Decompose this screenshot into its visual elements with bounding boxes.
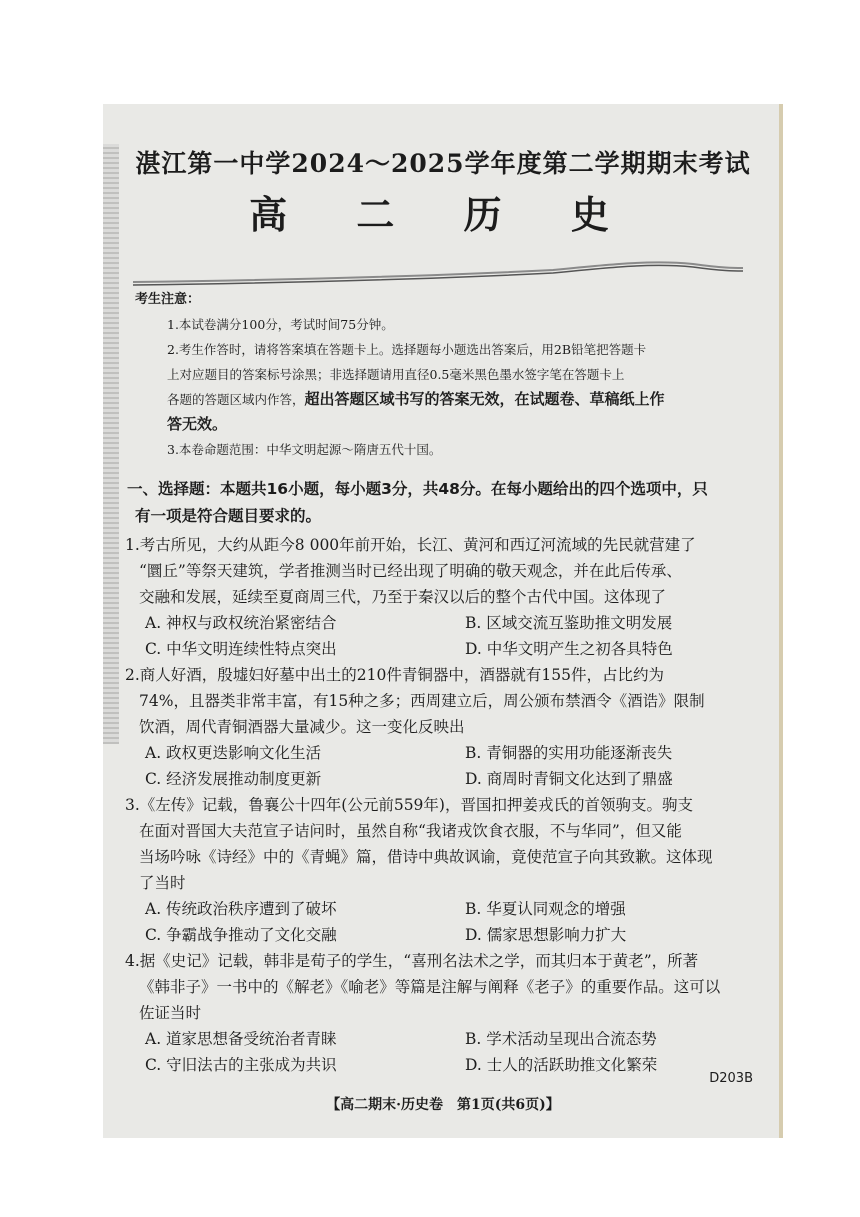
option-c: C. 经济发展推动制度更新 bbox=[145, 770, 322, 788]
question-1 bbox=[125, 532, 765, 662]
question-stem-line: 《韩非子》一书中的《解老》《喻老》等篇是注解与阐释《老子》的重要作品。这可以 bbox=[139, 978, 721, 996]
question-stem-line: 4.据《史记》记载，韩非是荀子的学生，“喜刑名法术之学，而其归本于黄老”，所著 bbox=[125, 952, 699, 970]
question-stem-line: 3.《左传》记载，鲁襄公十四年(公元前559年)，晋国扣押姜戎氏的首领驹支。驹支 bbox=[125, 796, 693, 814]
section-heading-line2: 有一项是符合题目要求的。 bbox=[135, 507, 322, 525]
option-b: B. 华夏认同观念的增强 bbox=[465, 900, 626, 918]
question-2 bbox=[125, 662, 765, 792]
option-a: A. 神权与政权统治紧密结合 bbox=[145, 614, 337, 632]
question-stem-line: 了当时 bbox=[139, 874, 186, 892]
question-stem-line: 交融和发展，延续至夏商周三代，乃至于秦汉以后的整个古代中国。这体现了 bbox=[139, 588, 667, 606]
notice-item-2-line2: 上对应题目的答案标号涂黑；非选择题请用直径0.5毫米黑色墨水签字笔在答题卡上 bbox=[167, 367, 625, 382]
option-d: D. 儒家思想影响力扩大 bbox=[465, 926, 627, 944]
option-a: A. 政权更迭影响文化生活 bbox=[145, 744, 322, 762]
option-b: B. 青铜器的实用功能逐渐丧失 bbox=[465, 744, 673, 762]
question-stem-line: 1.考古所见，大约从距今8 000年前开始，长江、黄河和西辽河流域的先民就营建了 bbox=[125, 536, 696, 554]
notice-item-2: 2.考生作答时，请将答案填在答题卡上。选择题每小题选出答案后，用2B铅笔把答题卡 bbox=[167, 342, 647, 357]
notice-emphasis-cont: 答无效。 bbox=[167, 415, 228, 433]
question-stem-line: 当场吟咏《诗经》中的《青蝇》篇，借诗中典故讽谕，竟使范宣子向其致歉。这体现 bbox=[139, 848, 713, 866]
question-4 bbox=[125, 948, 765, 1078]
option-b: B. 学术活动呈现出合流态势 bbox=[465, 1030, 657, 1048]
paper-code: D203B bbox=[709, 1071, 753, 1086]
question-stem-line: “圜丘”等祭天建筑，学者推测当时已经出现了明确的敬天观念，并在此后传承、 bbox=[139, 562, 682, 580]
option-d: D. 中华文明产生之初各具特色 bbox=[465, 640, 673, 658]
question-stem-line: 佐证当时 bbox=[139, 1004, 202, 1022]
paper-edge-shadow bbox=[779, 104, 783, 1138]
option-d: D. 商周时青铜文化达到了鼎盛 bbox=[465, 770, 673, 788]
question-stem-line: 2.商人好酒，殷墟妇好墓中出土的210件青铜器中，酒器就有155件，占比约为 bbox=[125, 666, 664, 684]
option-d: D. 士人的活跃助推文化繁荣 bbox=[465, 1056, 658, 1074]
notice-emphasis: 超出答题区域书写的答案无效，在试题卷、草稿纸上作 bbox=[304, 390, 665, 408]
exam-notice bbox=[135, 287, 755, 462]
notice-heading: 考生注意： bbox=[135, 292, 201, 307]
option-c: C. 中华文明连续性特点突出 bbox=[145, 640, 337, 658]
option-b: B. 区域交流互鉴助推文明发展 bbox=[465, 614, 673, 632]
notice-item-2-text: 各题的答题区域内作答， bbox=[167, 392, 305, 407]
notice-item-2-line3 bbox=[135, 387, 755, 412]
exam-paper bbox=[103, 104, 783, 1138]
notice-item-3: 3.本卷命题范围：中华文明起源～隋唐五代十国。 bbox=[167, 442, 442, 457]
exam-title: 湛江第一中学2024～2025学年度第二学期期末考试 bbox=[135, 149, 751, 178]
option-a: A. 传统政治秩序遭到了破坏 bbox=[145, 900, 337, 918]
option-a: A. 道家思想备受统治者青睐 bbox=[145, 1030, 337, 1048]
option-c: C. 守旧法古的主张成为共识 bbox=[145, 1056, 337, 1074]
notice-item-1: 1.本试卷满分100分，考试时间75分钟。 bbox=[167, 317, 394, 332]
section-heading-line1: 一、选择题：本题共16小题，每小题3分，共48分。在每小题给出的四个选项中，只 bbox=[127, 480, 708, 498]
question-stem-line: 在面对晋国大夫范宣子诘问时，虽然自称“我诸戎饮食衣服，不与华同”，但又能 bbox=[139, 822, 682, 840]
question-stem-line: 饮酒，周代青铜酒器大量减少。这一变化反映出 bbox=[139, 718, 465, 736]
section-heading bbox=[127, 476, 767, 530]
exam-subject: 高 二 历 史 bbox=[249, 192, 637, 237]
option-c: C. 争霸战争推动了文化交融 bbox=[145, 926, 337, 944]
question-3 bbox=[125, 792, 765, 948]
page-footer: 【高二期末·历史卷 第1页(共6页)】 bbox=[326, 1097, 560, 1113]
question-stem-line: 74%，且器类非常丰富，有15种之多；西周建立后，周公颁布禁酒令《酒诰》限制 bbox=[139, 692, 705, 710]
